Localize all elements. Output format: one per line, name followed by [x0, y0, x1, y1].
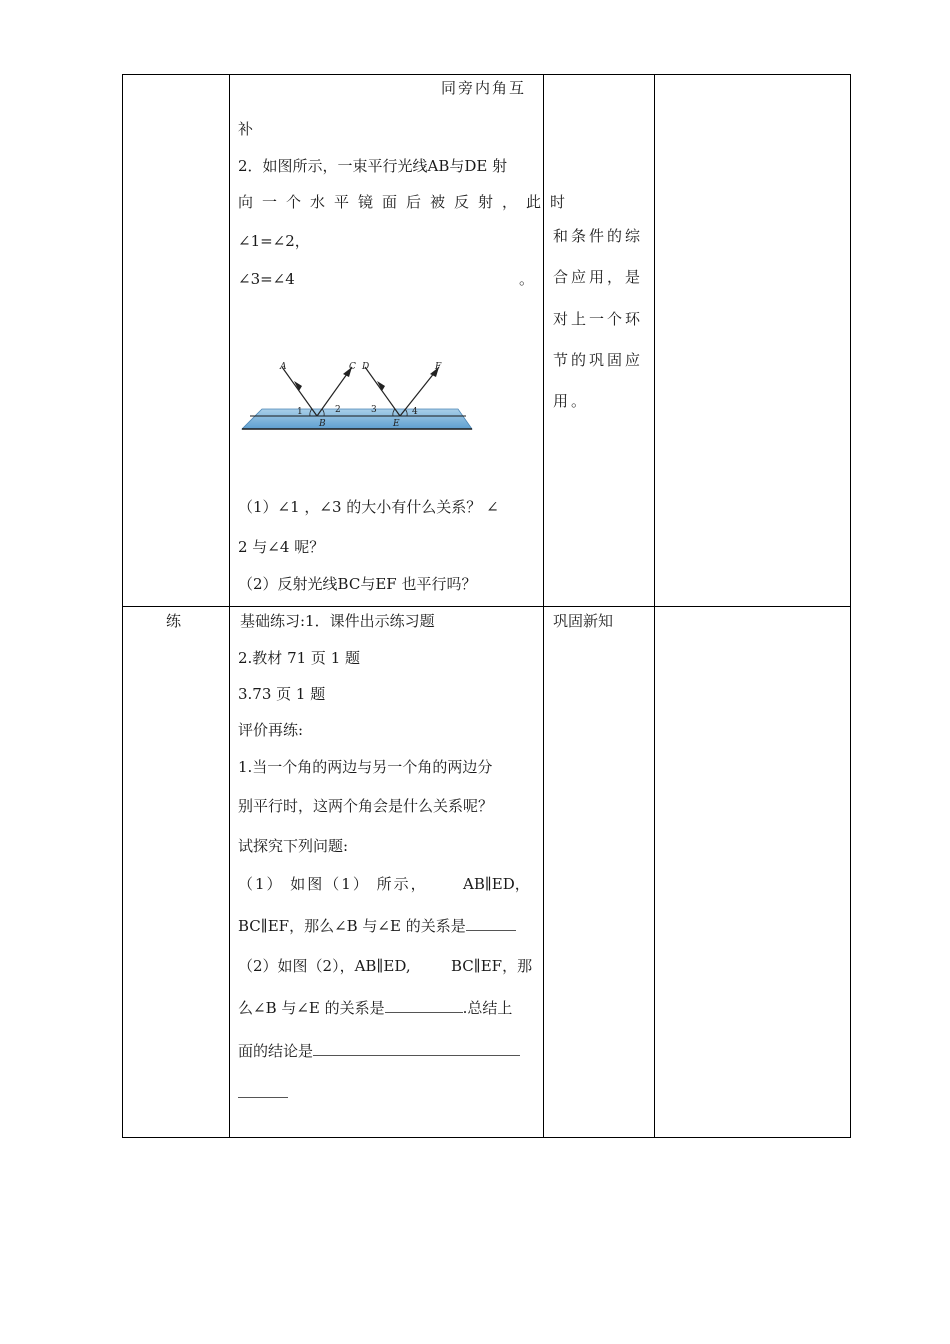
table-bottom-border [122, 1137, 851, 1138]
text-line: ∠3=∠4 [238, 270, 295, 288]
text-line: 试探究下列问题: [238, 837, 349, 855]
text-line: （2）如图（2），AB∥ED, [238, 957, 411, 975]
text-segment: 面的结论是 [238, 1042, 314, 1060]
text-line: 向一个水平镜面后被反射，此时 [238, 193, 575, 211]
text-segment: .总结上 [462, 999, 513, 1017]
text-line: 别平行时，这两个角会是什么关系呢？ [238, 797, 494, 815]
text-line: BC∥EF，那 [451, 957, 533, 975]
angle-label-3: 3 [371, 405, 377, 415]
text-line: 评价再练: [238, 721, 304, 739]
text-line [238, 998, 512, 1017]
text-line: 和条件的综 [553, 227, 644, 245]
label-f: F [435, 362, 442, 372]
text-line: （2）反射光线BC与EF 也平行吗？ [238, 575, 477, 593]
text-line: 1.当一个角的两边与另一个角的两边分 [238, 758, 493, 776]
text-line: 2．如图所示，一束平行光线AB与DE 射 [238, 157, 508, 175]
text-segment: 么∠B 与∠E 的关系是 [238, 999, 385, 1017]
answer-blank[interactable] [313, 1041, 520, 1056]
text-line: 。 [519, 270, 535, 288]
text-line: （1） 如图（1） 所示， [238, 875, 428, 893]
text-line: 2.教材 71 页 1 题 [238, 649, 361, 667]
text-line: 合应用，是 [553, 268, 644, 286]
label-e: E [393, 419, 400, 429]
mirror-surface [242, 409, 472, 429]
angle-label-4: 4 [412, 407, 418, 417]
column-divider-2 [543, 74, 544, 1138]
angle-label-2: 2 [335, 405, 341, 415]
text-line [238, 916, 516, 935]
label-d: D [362, 362, 370, 372]
text-line: 节的巩固应 [553, 351, 644, 369]
answer-blank[interactable] [466, 916, 516, 931]
row-divider [122, 606, 851, 607]
table-left-border [122, 74, 123, 1138]
text-line: （1）∠1 ，∠3 的大小有什么关系？ ∠ [238, 498, 499, 516]
table-right-border [850, 74, 851, 1138]
text-segment: BC∥EF，那么∠B 与∠E 的关系是 [238, 917, 466, 935]
answer-blank[interactable] [238, 1097, 288, 1098]
label-c: C [349, 362, 356, 372]
text-line: 2 与∠4 呢？ [238, 538, 325, 556]
table-top-border [122, 74, 851, 75]
text-line: 对上一个环 [553, 310, 644, 328]
text-line: ∠1=∠2， [238, 232, 310, 250]
text-line [238, 1041, 520, 1060]
text-line: 3.73 页 1 题 [238, 685, 326, 703]
section-label: 练 [166, 612, 182, 630]
text-line: 巩固新知 [553, 612, 614, 630]
column-divider-1 [229, 74, 230, 1138]
text-line: 同旁内角互 [441, 79, 527, 97]
text-line: 补 [238, 120, 254, 138]
reflection-diagram [240, 357, 476, 437]
column-divider-3 [654, 74, 655, 1138]
text-line: 基础练习:1．课件出示练习题 [240, 612, 435, 630]
label-a: A [280, 362, 287, 372]
label-b: B [319, 419, 326, 429]
angle-label-1: 1 [297, 407, 303, 417]
text-line: AB∥ED， [463, 875, 530, 893]
text-line: 用。 [553, 392, 590, 410]
answer-blank[interactable] [385, 998, 463, 1013]
